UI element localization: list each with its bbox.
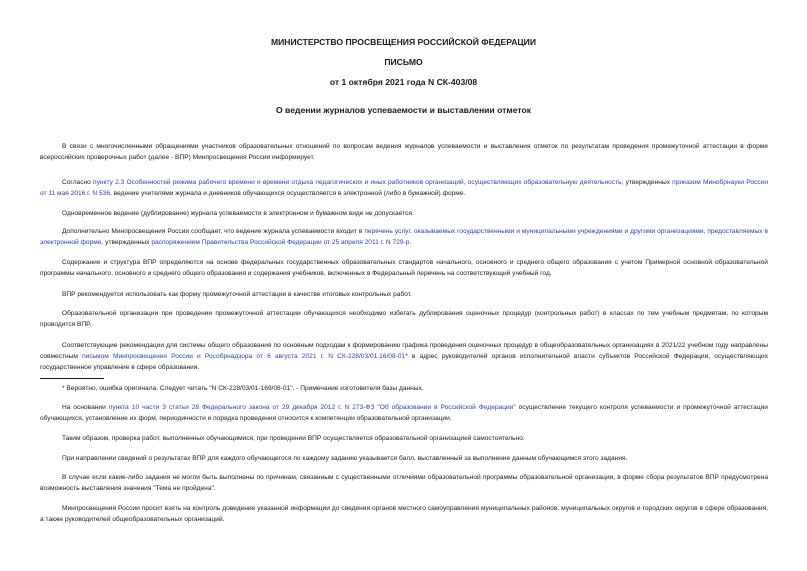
paragraph-text: Таким образом, проверка работ, выполненных обучающимися, при проведении ВПР осуществляется образовательной организацией самостоятельно.: [62, 435, 525, 442]
paragraph-9: [40, 402, 768, 424]
paragraph-text: Дополнительно Минпросвещения России сообщает, что ведение журнала успеваемости входит в: [62, 228, 365, 235]
paragraph-text: На основании: [62, 404, 109, 411]
footnote-divider: [40, 378, 104, 379]
paragraph-text: .: [409, 239, 412, 246]
paragraph-3: [40, 208, 768, 219]
paragraph-text: , утвержденных: [621, 179, 673, 186]
paragraph-text: Одновременное ведение (дублирование) журнала успеваемости в электронном и бумажном виде не допускается.: [62, 210, 414, 217]
paragraph-text: ВПР рекомендуется использовать как форму промежуточной аттестации в качестве итоговых контрольных работ.: [62, 291, 412, 298]
document-subject: О ведении журналов успеваемости и выставлении отметок: [275, 105, 532, 115]
link-working-time-rules[interactable]: пункту 2.3 Особенностей режима рабочего времени и времени отдыха педагогических и иных работников организаций, осуществляющих образовательную деятельность: [93, 179, 622, 186]
paragraph-text: , утвержденных: [101, 239, 152, 246]
paragraph-text: Согласно: [62, 179, 94, 186]
paragraph-text: Минпросвещения России просит взять на контроль доведение указанной информации до сведения органов местного самоуправления муниципальных районов, муниципальных округов и городских округов в сфере образования, а также руководителей общеобразовательных организаций.: [40, 505, 768, 523]
paragraph-2: [40, 177, 768, 199]
link-joint-letter[interactable]: письмом Минпросвещения России и Рособрнадзора от 6 августа 2021 г. N СК-228/03/01.16/08-01: [82, 353, 406, 360]
document-date-number: от 1 октября 2021 года N СК-403/08: [329, 77, 478, 87]
paragraph-text: Соответствующие рекомендации для системы общего образования по основным подходам к формированию графика проведения оценочных процедур в общеобразовательных организациях в 2021/22 учебном году направлены совместным: [40, 342, 768, 360]
ministry-title: МИНИСТЕРСТВО ПРОСВЕЩЕНИЯ РОССИЙСКОЙ ФЕДЕРАЦИИ: [270, 37, 537, 47]
paragraph-text: осуществление текущего контроля успеваемости и промежуточной аттестации обучающихся, установление их форм, периодичности и порядка проведения относится к компетенции образовательной организации.: [40, 404, 768, 422]
paragraph-8: [40, 340, 768, 373]
paragraph-6: [40, 289, 768, 300]
paragraph-text: Содержание и структура ВПР определяются на основе федеральных государственных образовательных стандартов начального, основного и среднего общего образования с учетом Примерной основной образовательной программы начального, основного и среднего общего образования и содержания учебников, включенных в Федеральный перечень на соответствующий учебный год.: [40, 259, 768, 277]
link-minobrnauki-order[interactable]: приказом Минобрнауки России от 11 мая 2016 г. N 536: [40, 179, 768, 197]
link-federal-law-273[interactable]: пункта 10 части 3 статьи 28 Федерального закона от 29 декабря 2012 г. N 273-ФЗ "Об образовании в Российской Федерации": [108, 404, 516, 411]
paragraph-text: При направлении сведений о результатах ВПР для каждого обучающегося по каждому заданию указывается балл, выставленный за выполнение данным обучающимся этого задания.: [62, 455, 628, 462]
paragraph-10: [40, 433, 768, 444]
paragraph-text: В связи с многочисленными обращениями участников образовательных отношений по вопросам ведения журналов успеваемости и выставления отметок по результатам проведения промежуточной аттестации в форме всероссийских проверочных работ (далее - ВПР) Минпросвещения России информирует.: [40, 143, 768, 161]
paragraph-4: [40, 226, 768, 248]
paragraph-13: [40, 503, 768, 525]
paragraph-text: В случае если какие-либо задания не могли быть выполнены по причинам, связанным с существенными отличиями образовательной программы образовательной организации, в форме сбора результатов ВПР предусмотрена возможность выставления значения "Тема не пройдена".: [40, 474, 768, 492]
document-type: ПИСЬМО: [384, 57, 423, 67]
paragraph-text: * в адрес руководителей органов исполнительной власти субъектов Российской Федерации, осуществляющих государственное управление в сфере образования.: [40, 353, 768, 371]
paragraph-7: [40, 308, 768, 330]
paragraph-text: Образовательной организации при проведении промежуточной аттестации обучающихся необходимо избегать дублирования оценочных процедур (контрольных работ) в классах по тем учебным предметам, по которым проводится ВПР.: [40, 310, 768, 328]
link-government-decree[interactable]: распоряжением Правительства Российской Федерации от 25 апреля 2011 г. N 729-р: [151, 239, 410, 246]
paragraph-11: [40, 453, 768, 464]
paragraph-1: [40, 141, 768, 163]
paragraph-text: , ведение учителями журнала и дневников обучающихся осуществляется в электронной (либо в бумажной) форме.: [110, 190, 466, 197]
link-services-list[interactable]: перечень услуг, оказываемых государственными и муниципальными учреждениями и другими организациями, предоставляемых в электронной форме: [40, 228, 768, 246]
footnote: * Вероятно, ошибка оригинала. Следует читать "N СК-228/03/01-169/08-01". - Примечание изготовителя базы данных.: [62, 385, 424, 392]
paragraph-5: [40, 257, 768, 279]
paragraph-12: [40, 472, 768, 494]
